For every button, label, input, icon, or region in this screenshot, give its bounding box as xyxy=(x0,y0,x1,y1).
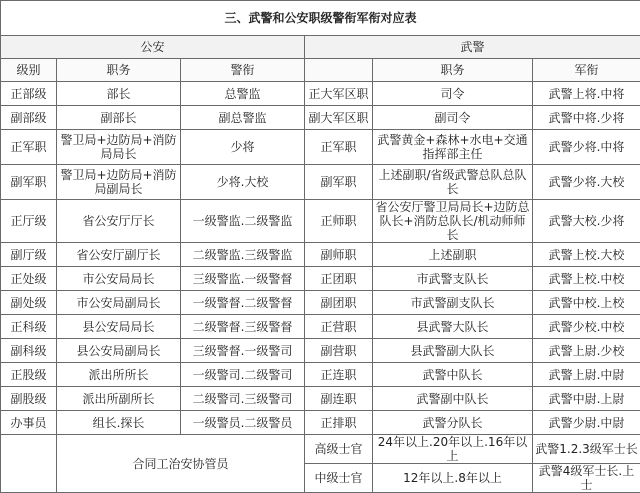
group-police: 公安 xyxy=(1,36,305,59)
level-cell: 副处级 xyxy=(1,291,57,315)
table-row xyxy=(1,339,640,363)
level-cell: 副部级 xyxy=(1,106,57,130)
level-cell: 副厅级 xyxy=(1,243,57,267)
table-row xyxy=(1,291,640,315)
ap-position-cell: 市武警支队长 xyxy=(373,267,533,291)
header-ap-rank: 军衔 xyxy=(533,59,640,82)
police-title-cell: 二级警司.三级警司 xyxy=(181,387,305,411)
table-row xyxy=(1,387,640,411)
ap-rank-cell: 武警少将.大校 xyxy=(533,165,640,200)
army-level-cell: 副连职 xyxy=(305,387,373,411)
ap-position-cell: 市武警副支队长 xyxy=(373,291,533,315)
police-position-cell: 市公安局副局长 xyxy=(57,291,181,315)
table-row xyxy=(1,200,640,243)
ap-rank-cell: 武警上将.中将 xyxy=(533,82,640,106)
ap-position-cell: 上述副职/省级武警总队总队长 xyxy=(373,165,533,200)
level-cell: 正军职 xyxy=(1,130,57,165)
ap-rank-cell: 武警上尉.少校 xyxy=(533,339,640,363)
table-row xyxy=(1,243,640,267)
table-row xyxy=(1,363,640,387)
police-title-cell: 少将.大校 xyxy=(181,165,305,200)
ap-position-cell: 12年以上.8年以上 xyxy=(373,464,533,493)
army-level-cell: 正营职 xyxy=(305,315,373,339)
police-position-cell: 部长 xyxy=(57,82,181,106)
police-position-cell: 市公安局局长 xyxy=(57,267,181,291)
level-cell: 正部级 xyxy=(1,82,57,106)
level-cell: 副军职 xyxy=(1,165,57,200)
header-police-title: 警衔 xyxy=(181,59,305,82)
army-level-cell: 副大军区职 xyxy=(305,106,373,130)
army-level-cell: 正团职 xyxy=(305,267,373,291)
army-level-cell: 正大军区职 xyxy=(305,82,373,106)
table-row xyxy=(1,315,640,339)
police-title-cell: 二级警督.三级警督 xyxy=(181,315,305,339)
police-position-cell: 县公安局副局长 xyxy=(57,339,181,363)
police-position-cell: 派出所所长 xyxy=(57,363,181,387)
ap-position-cell: 司令 xyxy=(373,82,533,106)
police-title-cell: 二级警监.三级警监 xyxy=(181,243,305,267)
police-position-cell: 县公安局局长 xyxy=(57,315,181,339)
ap-rank-cell: 武警中将.少将 xyxy=(533,106,640,130)
ap-rank-cell: 武警大校.少将 xyxy=(533,200,640,243)
table-row xyxy=(1,411,640,435)
police-title-cell: 少将 xyxy=(181,130,305,165)
ap-position-cell: 县武警副大队长 xyxy=(373,339,533,363)
ap-position-cell: 武警副中队长 xyxy=(373,387,533,411)
ap-position-cell: 武警黄金+森林+水电+交通指挥部主任 xyxy=(373,130,533,165)
ap-rank-cell: 武警少校.中校 xyxy=(533,315,640,339)
army-level-cell: 副团职 xyxy=(305,291,373,315)
army-level-cell: 高级士官 xyxy=(305,435,373,464)
police-position-cell: 派出所副所长 xyxy=(57,387,181,411)
ap-position-cell: 24年以上.20年以上.16年以上 xyxy=(373,435,533,464)
ap-position-cell: 县武警大队长 xyxy=(373,315,533,339)
ap-position-cell: 副司令 xyxy=(373,106,533,130)
level-cell: 副科级 xyxy=(1,339,57,363)
army-level-cell: 正师职 xyxy=(305,200,373,243)
level-cell: 办事员 xyxy=(1,411,57,435)
table-row xyxy=(1,267,640,291)
table-row xyxy=(1,130,640,165)
police-title-cell: 副总警监 xyxy=(181,106,305,130)
merged-contract-cell: 合同工治安协管员 xyxy=(57,435,305,493)
blank-level-cell xyxy=(1,435,57,493)
header-police-position: 职务 xyxy=(57,59,181,82)
header-rank-level: 级别 xyxy=(1,59,57,82)
police-position-cell: 警卫局+边防局+消防局局长 xyxy=(57,130,181,165)
column-header-row xyxy=(1,59,640,82)
level-cell: 正股级 xyxy=(1,363,57,387)
army-level-cell: 副营职 xyxy=(305,339,373,363)
police-title-cell: 一级警司.二级警司 xyxy=(181,363,305,387)
ap-position-cell: 武警分队长 xyxy=(373,411,533,435)
police-title-cell: 三级警督.一级警司 xyxy=(181,339,305,363)
ap-rank-cell: 武警上校.中校 xyxy=(533,267,640,291)
police-title-cell: 一级警员.二级警员 xyxy=(181,411,305,435)
army-level-cell: 副军职 xyxy=(305,165,373,200)
ap-rank-cell: 武警中校.上校 xyxy=(533,291,640,315)
table-row xyxy=(1,165,640,200)
army-level-cell: 正排职 xyxy=(305,411,373,435)
police-title-cell: 三级警监.一级警督 xyxy=(181,267,305,291)
table-row xyxy=(1,82,640,106)
police-position-cell: 副部长 xyxy=(57,106,181,130)
police-title-cell: 一级警监.二级警监 xyxy=(181,200,305,243)
police-position-cell: 组长.探长 xyxy=(57,411,181,435)
army-level-cell: 副师职 xyxy=(305,243,373,267)
group-header-row xyxy=(1,36,640,59)
header-ap-position: 职务 xyxy=(373,59,533,82)
army-level-cell: 中级士官 xyxy=(305,464,373,493)
level-cell: 副股级 xyxy=(1,387,57,411)
ap-position-cell: 武警中队长 xyxy=(373,363,533,387)
police-position-cell: 警卫局+边防局+消防局副局长 xyxy=(57,165,181,200)
ap-rank-cell: 武警中尉.上尉 xyxy=(533,387,640,411)
title-row xyxy=(1,1,640,36)
ap-position-cell: 省公安厅警卫局局长+边防总队长+消防总队长/机动师师长 xyxy=(373,200,533,243)
police-title-cell: 一级警督.二级警督 xyxy=(181,291,305,315)
level-cell: 正科级 xyxy=(1,315,57,339)
army-level-cell: 正军职 xyxy=(305,130,373,165)
police-title-cell: 总警监 xyxy=(181,82,305,106)
army-level-cell: 正连职 xyxy=(305,363,373,387)
ap-rank-cell: 武警上校.大校 xyxy=(533,243,640,267)
level-cell: 正处级 xyxy=(1,267,57,291)
header-army-level xyxy=(305,59,373,82)
police-position-cell: 省公安厅副厅长 xyxy=(57,243,181,267)
ap-rank-cell: 武警少尉.中尉 xyxy=(533,411,640,435)
group-armed-police: 武警 xyxy=(305,36,640,59)
ap-rank-cell: 武警1.2.3级军士长 xyxy=(533,435,640,464)
ap-rank-cell: 武警上尉.中尉 xyxy=(533,363,640,387)
ap-rank-cell: 武警少将.中将 xyxy=(533,130,640,165)
ap-position-cell: 上述副职 xyxy=(373,243,533,267)
table-row xyxy=(1,106,640,130)
ap-rank-cell: 武警4级军士长.上士 xyxy=(533,464,640,493)
table-row xyxy=(1,435,640,464)
police-position-cell: 省公安厅厅长 xyxy=(57,200,181,243)
level-cell: 正厅级 xyxy=(1,200,57,243)
table-title: 三、武警和公安职级警衔军衔对应表 xyxy=(1,1,640,36)
